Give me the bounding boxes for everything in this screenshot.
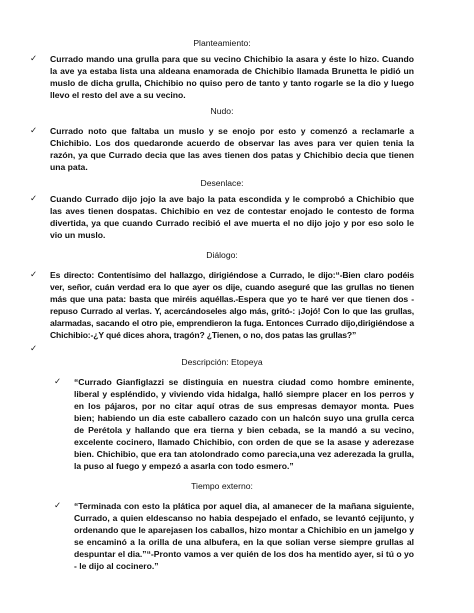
heading-tiempo-externo: Tiempo externo: [191,481,253,491]
paragraph-nudo [30,125,414,173]
check-mark-icon: ✓ [30,126,38,136]
heading-planteamiento: Planteamiento: [193,38,251,48]
check-mark-icon: ✓ [30,194,38,204]
check-mark-icon: ✓ [54,501,62,511]
heading-dialogo: Diálogo: [206,250,238,260]
check-mark-icon: ✓ [30,54,38,64]
paragraph-planteamiento [30,53,414,101]
paragraph-text: Cuando Currado dijo jojo la ave bajo la pata escondida y le comprobó a Chichibio que las aves tienen dospatas. Chichibio en vez de contestar enojado le contesto de forma divertida, ya que cuando Currado recibió el ave muerta el no dijo jojo y por eso solo le vio un muslo. [50,194,414,240]
paragraph-text: “Terminada con esto la plática por aquel dia, al amanecer de la mañana siguiente, Currado, a quien eldescanso no habia despejado el enfado, se levantó cejijunto, y ordenando que le aparejasen los caballos, hizo montar a Chichibio en un jamelgo y se encaminó a la orilla de una albufera, en la que solian verse siempre grullas al despuntar el dia.”“-Pronto vamos a ver quién de los dos ha mentido ayer, si tú o yo - le dijo al cocinero.” [74,501,415,571]
paragraph-descripcion [30,376,414,472]
paragraph-text: Currado mando una grulla para que su vecino Chichibio la asara y éste lo hizo. Cuando la ave ya estaba lista una aldeana enamorada de Chichibio llamada Brunetta le pidió un muslo de dicha grulla, Chichibio no quiso pero de tanto y tanto rogarle se la dio y luego llevo el resto del ave a su vecino. [50,54,414,100]
empty-bullet-item [30,343,414,355]
check-mark-icon: ✓ [30,344,38,354]
paragraph-desenlace [30,193,414,241]
heading-nudo: Nudo: [210,106,234,116]
paragraph-dialogo [30,269,414,341]
paragraph-text: “Currado Gianfiglazzi se distinguia en nuestra ciudad como hombre eminente, liberal y espléndido, y viviendo vida hidalga, halló siempre placer en los perros y en los pájaros, por no citar aquí otras de sus empresas demayor monta. Pues bien; habiendo un dia este caballero cazado con un halcón suyo una grulla cerca de Perétola y hallando que era tierna y bien cebada, se la mandó a su vecino, excelente cocinero, llamado Chichibio, con orden de que se la asase y aderezase bien. Chichibio, que era tan atolondrado como parecia,una vez aderezada la grulla, la puso al fuego y empezó a asarla con todo esmero.” [74,377,414,471]
check-mark-icon: ✓ [54,377,62,387]
check-mark-icon: ✓ [30,270,38,280]
paragraph-text: Currado noto que faltaba un muslo y se enojo por esto y comenzó a reclamarle a Chichibio. Los dos quedaronde acuerdo de observar las aves para ver quien tenia la razón, ya que Currado decia que las aves tienen dos patas y Chichibio decia que tienen una pata. [50,126,414,172]
paragraph-tiempo-externo [30,500,414,572]
paragraph-text: Es directo: Contentísimo del hallazgo, dirigiéndose a Currado, le dijo:“-Bien claro podéis ver, señor, cuán verdad era lo que ayer os dije, cuando aseguré que las grullas no tienen más que una pata: basta que miréis aquéllas.-Espera que yo te haré ver que tienen dos -repuso Currado al verlas. Y, acercándoseles algo más, gritó-: ¡Jojó! Con lo que las grullas, alarmadas, sacando el otro pie, emprendieron la fuga. Entonces Currado dijo,dirigiéndose a Chichibio:-¿Y qué dices ahora, tragón? ¿Tienen, o no, dos patas las grullas?” [50,270,414,340]
heading-desenlace: Desenlace: [200,178,244,188]
heading-descripcion: Descripción: Etopeya [181,357,263,367]
